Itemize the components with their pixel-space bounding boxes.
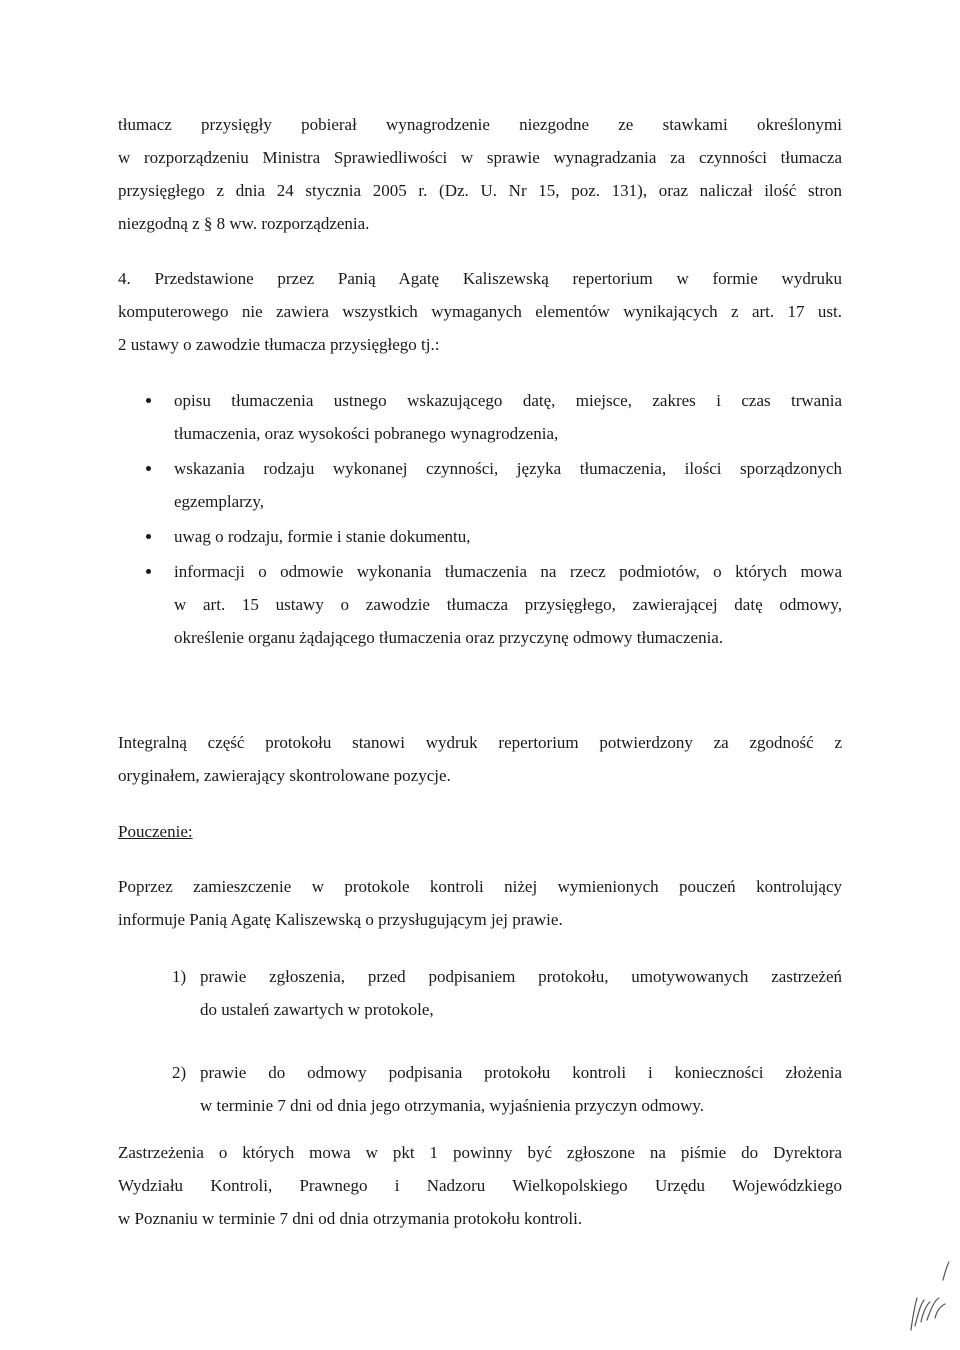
list-item-line: w terminie 7 dni od dnia jego otrzymania, wyjaśnienia przyczyn odmowy. xyxy=(200,1096,705,1115)
paragraph-line: Wydziału Kontroli, Prawnego i Nadzoru Wielkopolskiego Urzędu Wojewódzkiego xyxy=(118,1176,842,1195)
paragraph-line: komputerowego nie zawiera wszystkich wymaganych elementów wynikających z art. 17 ust. xyxy=(118,302,842,321)
bullet-icon xyxy=(146,569,151,574)
list-item-line: prawie do odmowy podpisania protokołu kontroli i konieczności złożenia xyxy=(200,1063,842,1082)
paragraph-2 xyxy=(118,262,842,361)
rights-list xyxy=(172,960,842,1122)
list-item-line: informacji o odmowie wykonania tłumaczenia na rzecz podmiotów, o których mowa xyxy=(174,562,842,581)
list-item xyxy=(172,960,842,1026)
list-item xyxy=(146,520,842,553)
list-item xyxy=(146,452,842,518)
initials-signature-icon xyxy=(905,1260,950,1340)
paragraph-line: Poprzez zamieszczenie w protokole kontroli niżej wymienionych pouczeń kontrolujący xyxy=(118,877,842,896)
paragraph-line: w rozporządzeniu Ministra Sprawiedliwości w sprawie wynagradzania za czynności tłumacza xyxy=(118,148,842,167)
paragraph-line: informuje Panią Agatę Kaliszewską o przysługującym jej prawie. xyxy=(118,910,563,929)
list-item-line: egzemplarzy, xyxy=(174,492,264,511)
paragraph-5 xyxy=(118,1136,842,1235)
paragraph-1 xyxy=(118,108,842,240)
paragraph-line: 4. Przedstawione przez Panią Agatę Kaliszewską repertorium w formie wydruku xyxy=(118,269,842,288)
list-number: 2) xyxy=(172,1063,187,1082)
list-item-line: do ustaleń zawartych w protokole, xyxy=(200,1000,434,1019)
bullet-icon xyxy=(146,466,151,471)
list-item-line: wskazania rodzaju wykonanej czynności, języka tłumaczenia, ilości sporządzonych xyxy=(174,459,842,478)
list-item-line: w art. 15 ustawy o zawodzie tłumacza przysięgłego, zawierającej datę odmowy, xyxy=(174,595,842,614)
list-item xyxy=(172,1056,842,1122)
paragraph-line: przysięgłego z dnia 24 stycznia 2005 r. (Dz. U. Nr 15, poz. 131), oraz naliczał ilość stron xyxy=(118,181,842,200)
paragraph-4 xyxy=(118,870,842,936)
paragraph-line: Zastrzeżenia o których mowa w pkt 1 powinny być zgłoszone na piśmie do Dyrektora xyxy=(118,1143,842,1162)
list-item xyxy=(146,555,842,654)
paragraph-line: tłumacz przysięgły pobierał wynagrodzenie niezgodne ze stawkami określonymi xyxy=(118,115,842,134)
paragraph-line: 2 ustawy o zawodzie tłumacza przysięgłego tj.: xyxy=(118,335,440,354)
paragraph-line: oryginałem, zawierający skontrolowane pozycje. xyxy=(118,766,451,785)
paragraph-line: Integralną część protokołu stanowi wydruk repertorium potwierdzony za zgodność z xyxy=(118,733,842,752)
paragraph-line: w Poznaniu w terminie 7 dni od dnia otrzymania protokołu kontroli. xyxy=(118,1209,583,1228)
list-number: 1) xyxy=(172,967,187,986)
list-item-line: określenie organu żądającego tłumaczenia oraz przyczynę odmowy tłumaczenia. xyxy=(174,628,724,647)
pouczenie-heading xyxy=(118,815,842,848)
list-item-line: opisu tłumaczenia ustnego wskazującego datę, miejsce, zakres i czas trwania xyxy=(174,391,842,410)
list-item-line: prawie zgłoszenia, przed podpisaniem protokołu, umotywowanych zastrzeżeń xyxy=(200,967,842,986)
list-item xyxy=(146,384,842,450)
bullet-icon xyxy=(146,398,151,403)
list-item-line: uwag o rodzaju, formie i stanie dokumentu, xyxy=(174,527,471,546)
list-item-line: tłumaczenia, oraz wysokości pobranego wynagrodzenia, xyxy=(174,424,559,443)
section-heading: Pouczenie: xyxy=(118,822,193,841)
bullet-icon xyxy=(146,534,151,539)
paragraph-3 xyxy=(118,726,842,792)
requirements-list xyxy=(146,384,842,654)
paragraph-line: niezgodną z § 8 ww. rozporządzenia. xyxy=(118,214,370,233)
